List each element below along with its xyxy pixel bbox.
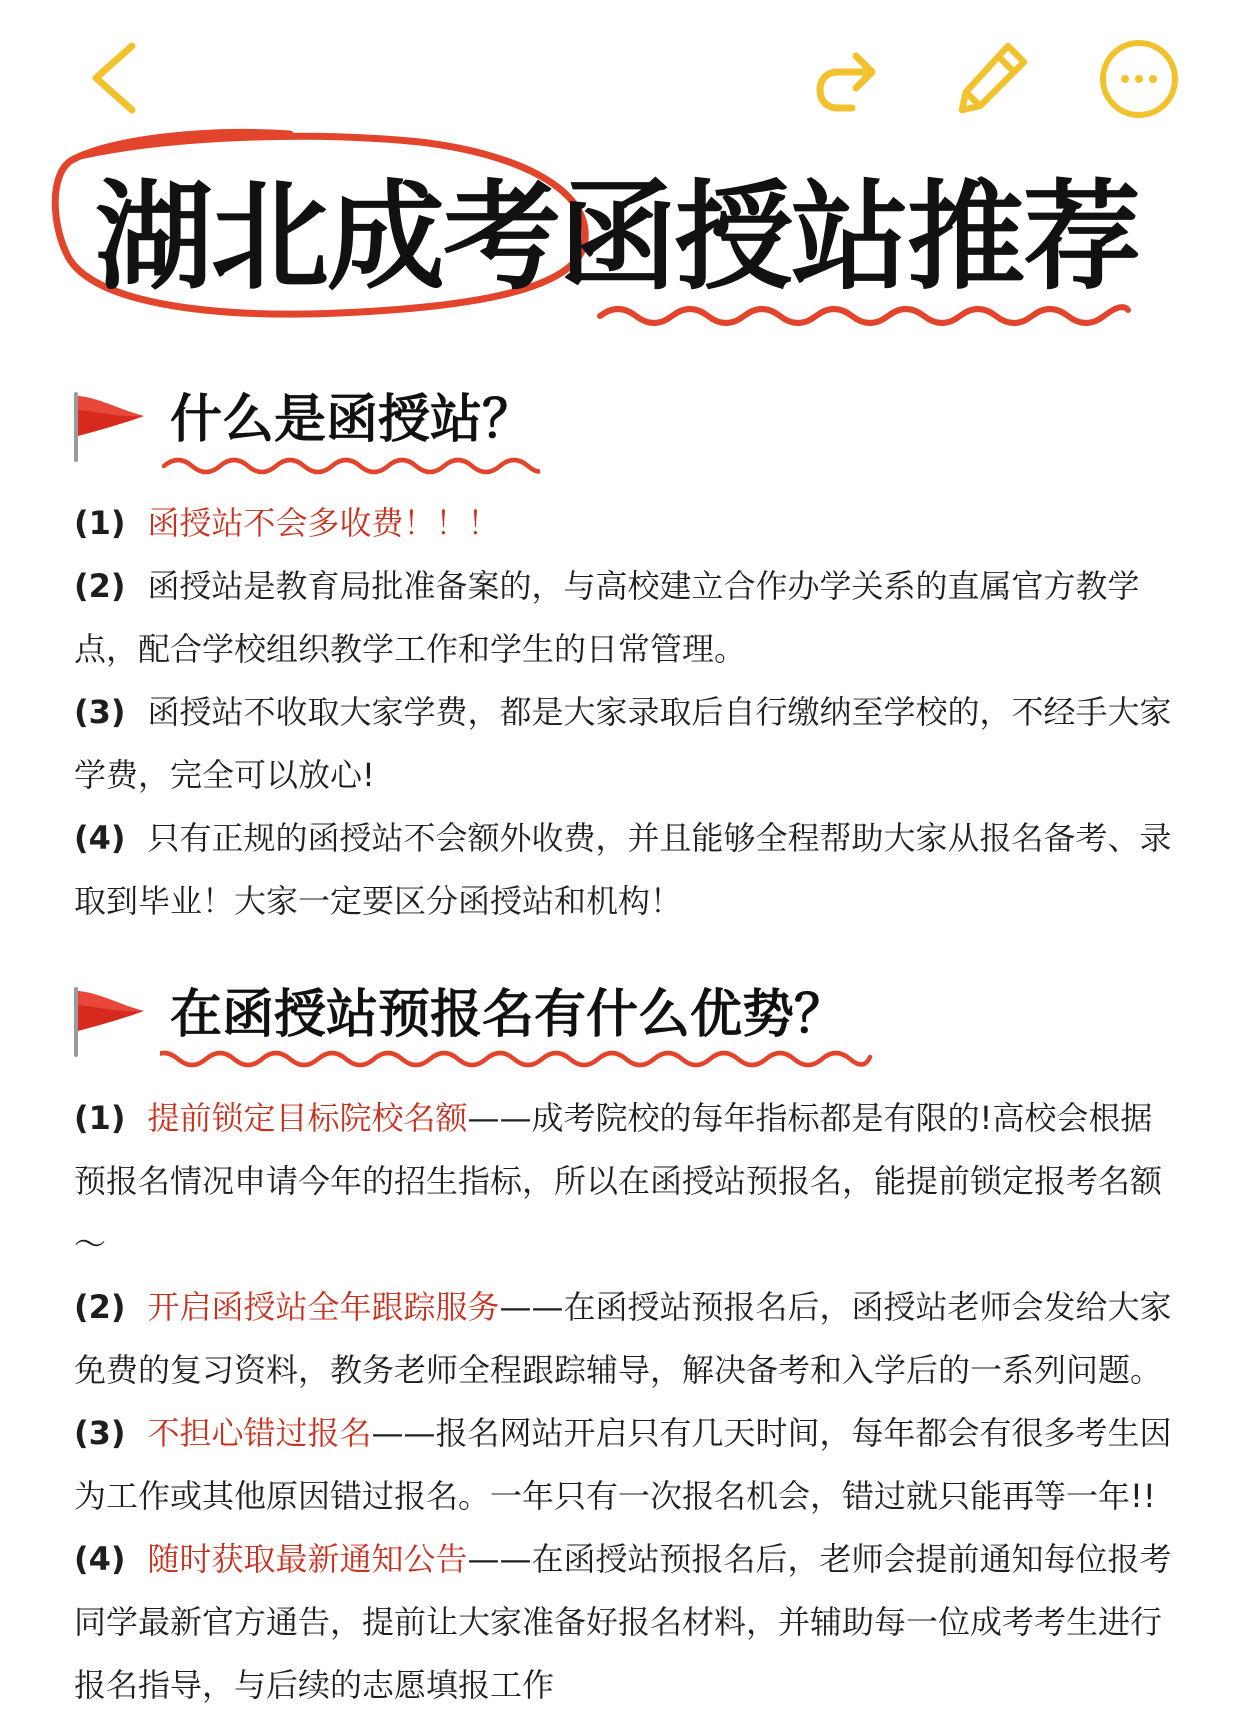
chevron-left-icon [80, 38, 150, 118]
more-dots-icon [1098, 38, 1180, 120]
section-heading: 在函授站预报名有什么优势？ [170, 985, 847, 1045]
share-button[interactable] [808, 40, 888, 120]
list-item: (2) 开启函授站全年跟踪服务——在函授站预报名后，函授站老师会发给大家免费的复习资料，教务老师全程跟踪辅导，解决备考和入学后的一系列问题。 [74, 1288, 1172, 1389]
list-item: (1) 提前锁定目标院校名额——成考院校的每年指标都是有限的!高校会根据预报名情况申请今年的招生指标，所以在函授站预报名，能提前锁定报考名额～ [74, 1099, 1163, 1263]
page-title: 湖北成考函授站推荐 [95, 168, 1140, 306]
list-item: (1) 函授站不会多收费！！！ [74, 504, 500, 542]
pencil-icon [950, 36, 1034, 120]
list-item: (2) 函授站是教育局批准备案的，与高校建立合作办学关系的直属官方教学点，配合学校组织教学工作和学生的日常管理。 [74, 567, 1140, 668]
more-button[interactable] [1098, 38, 1180, 120]
section-what-is [0, 380, 1242, 933]
list-item: (4) 只有正规的函授站不会额外收费，并且能够全程帮助大家从报名备考、录取到毕业！大家一定要区分函授站和机构！ [74, 819, 1172, 920]
item-list [0, 492, 1242, 933]
heading-underline [160, 1045, 900, 1075]
section-header [0, 380, 1242, 480]
red-flag-icon [70, 985, 150, 1057]
heading-underline [160, 450, 540, 480]
item-list [0, 1087, 1242, 1717]
red-flag-icon [70, 390, 150, 462]
share-forward-icon [808, 40, 888, 120]
list-item: (4) 随时获取最新通知公告——在函授站预报名后，老师会提前通知每位报考同学最新官方通告，提前让大家准备好报名材料，并辅助每一位成考考生进行报名指导，与后续的志愿填报工作 [74, 1540, 1172, 1704]
section-header [0, 975, 1242, 1075]
section-heading: 什么是函授站？ [170, 390, 535, 450]
edit-button[interactable] [950, 36, 1034, 120]
list-item: (3) 函授站不收取大家学费，都是大家录取后自行缴纳至学校的，不经手大家学费，完全可以放心! [74, 693, 1172, 794]
section-advantages [0, 975, 1242, 1717]
back-button[interactable] [80, 38, 150, 118]
title-area [0, 120, 1242, 340]
list-item: (3) 不担心错过报名——报名网站开启只有几天时间，每年都会有很多考生因为工作或其他原因错过报名。一年只有一次报名机会，错过就只能再等一年!! [74, 1414, 1172, 1515]
